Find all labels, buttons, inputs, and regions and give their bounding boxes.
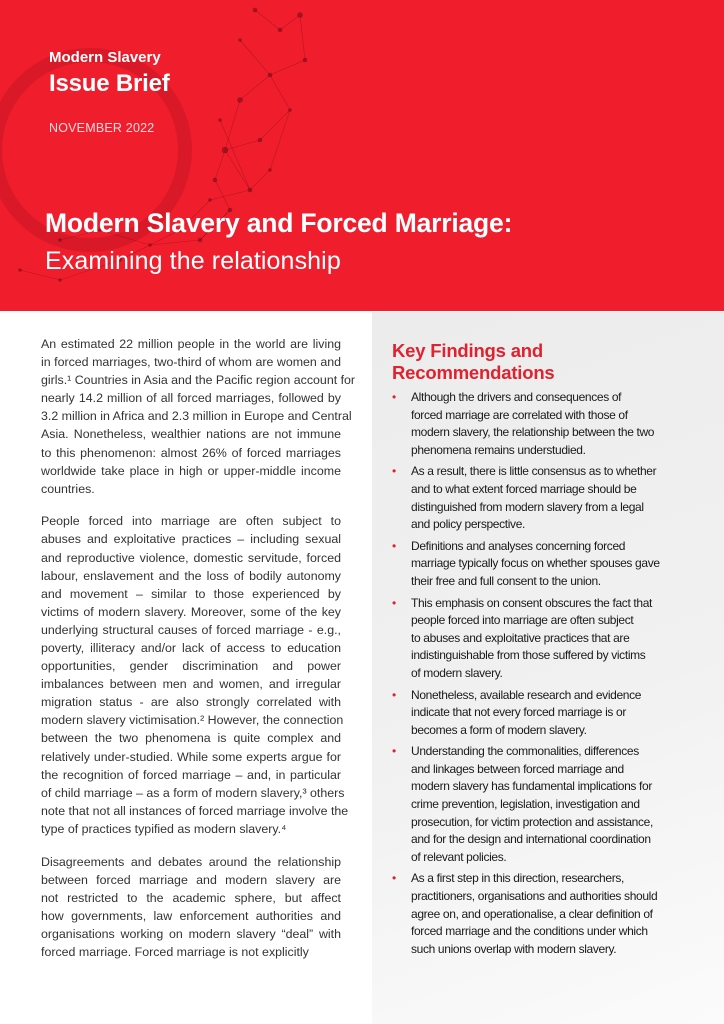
key-finding-line: practitioners, organisations and authorities should <box>411 889 658 904</box>
paragraph-line: worldwide take place in high or upper-middle income <box>41 463 341 478</box>
key-finding-line: agree on, and operationalise, a clear definition of <box>411 906 653 921</box>
paragraph-line: nearly 14.2 million of all forced marriages, followed by <box>41 391 341 406</box>
paragraph-line: type of practices typified as modern slavery.⁴ <box>41 821 287 836</box>
key-finding-line: indicate that not every forced marriage is or <box>411 705 627 720</box>
key-findings-list <box>392 389 692 962</box>
key-findings-heading <box>392 340 555 384</box>
key-finding-item <box>392 687 692 740</box>
publication-date: NOVEMBER 2022 <box>49 121 155 135</box>
bullet-icon: • <box>392 464 396 479</box>
key-finding-line: forced marriage and the conditions under which <box>411 924 648 939</box>
paragraph-line: not restricted to the academic sphere, but affect <box>41 890 341 905</box>
key-finding-line: to abuses and exploitative practices that are <box>411 630 630 645</box>
bullet-icon: • <box>392 390 396 404</box>
paragraph-line: organisations working on modern slavery “deal” with <box>41 926 341 941</box>
key-finding-item <box>392 870 692 958</box>
key-finding-line: and for the design and international coordination <box>411 832 651 847</box>
bullet-icon: • <box>392 871 396 886</box>
key-finding-line: Nonetheless, available research and evidence <box>411 687 642 702</box>
paragraph-line: to this phenomenon: almost 26% of forced marriages <box>41 445 341 460</box>
key-finding-line: people forced into marriage are often subject <box>411 613 634 628</box>
paragraph-line: abuses and exploitative practices – including sexual <box>41 532 341 547</box>
key-finding-line: phenomena remains understudied. <box>411 442 586 457</box>
key-finding-line: This emphasis on consent obscures the fact that <box>411 595 653 610</box>
paragraph-line: People forced into marriage are often subject to <box>41 514 341 529</box>
heading-line: Key Findings and <box>392 340 543 361</box>
key-finding-line: As a result, there is little consensus as to whether <box>411 464 657 479</box>
paragraph-line: and movement – similar to those experienced by <box>41 586 341 601</box>
paragraph-line: Asia. Nonetheless, wealthier nations are not immune <box>41 427 341 442</box>
key-finding-line: As a first step in this direction, researchers, <box>411 871 624 886</box>
key-finding-line: becomes a form of modern slavery. <box>411 722 587 737</box>
paragraph-line: in forced marriages, two-third of whom are women and <box>41 355 341 370</box>
bullet-icon: • <box>392 538 396 553</box>
key-finding-line: their free and full consent to the union. <box>411 573 601 588</box>
paragraph-line: relatively under-studied. While some experts argue for <box>41 749 341 764</box>
bullet-icon: • <box>392 744 396 759</box>
key-finding-line: and linkages between forced marriage and <box>411 761 624 776</box>
paragraph-line: 3.2 million in Africa and 2.3 million in Europe and Central <box>41 409 352 424</box>
body-paragraph <box>41 335 356 498</box>
key-finding-line: Understanding the commonalities, differences <box>411 744 639 759</box>
paragraph-line: Disagreements and debates around the relationship <box>41 854 341 869</box>
key-finding-line: distinguished from modern slavery from a legal <box>411 499 644 514</box>
heading-line: Recommendations <box>392 362 555 383</box>
document-title: Modern Slavery and Forced Marriage: <box>45 208 513 238</box>
paragraph-line: forced marriage. Forced marriage is not explicitly <box>41 945 309 959</box>
paragraph-line: of child marriage – as a form of modern slavery,³ others <box>41 785 345 800</box>
paragraph-line: how governments, law enforcement authorities and <box>41 908 341 923</box>
key-finding-item <box>392 463 692 533</box>
key-finding-item <box>392 389 692 459</box>
bullet-icon: • <box>392 687 396 702</box>
paragraph-line: note that not all instances of forced marriage involve the <box>41 803 349 818</box>
key-finding-line: prosecution, for victim protection and assistance, <box>411 814 653 829</box>
body-paragraph <box>41 853 341 962</box>
series-label: Modern Slavery <box>49 49 161 66</box>
paragraph-line: underlying structural causes of forced marriage - e.g., <box>41 622 341 637</box>
paragraph-line: migration status - are also strongly correlated with <box>41 695 341 710</box>
key-finding-line: of relevant policies. <box>411 849 507 864</box>
body-text-column <box>41 335 356 976</box>
key-finding-item <box>392 595 692 683</box>
paragraph-line: An estimated 22 million people in the world are living <box>41 337 341 351</box>
paragraph-line: and reproductive violence, domestic servitude, forced <box>41 550 341 565</box>
cover-header <box>0 0 724 311</box>
key-finding-line: and to what extent forced marriage should be <box>411 481 637 496</box>
paragraph-line: imbalances between men and women, and irregular <box>41 677 341 692</box>
key-finding-line: marriage typically focus on whether spouses gave <box>411 556 660 571</box>
key-finding-line: modern slavery, the relationship between the two <box>411 425 655 440</box>
document-subtitle: Examining the relationship <box>45 247 341 275</box>
body-paragraph <box>41 512 349 838</box>
paragraph-line: labour, enslavement and the loss of bodily autonomy <box>41 568 341 583</box>
key-finding-line: modern slavery has fundamental implications for <box>411 779 653 794</box>
brief-label: Issue Brief <box>49 70 170 97</box>
key-finding-line: crime prevention, legislation, investigation and <box>411 797 640 812</box>
paragraph-line: victims of modern slavery. Moreover, some of the key <box>41 604 341 619</box>
paragraph-line: opportunities, gender discrimination and power <box>41 659 341 674</box>
paragraph-line: the recognition of forced marriage – and, in particular <box>41 767 341 782</box>
key-finding-line: indistinguishable from those suffered by victims <box>411 648 646 663</box>
paragraph-line: between the two phenomena is quite complex and <box>41 731 341 746</box>
paragraph-line: between forced marriage and modern slavery are <box>41 872 341 887</box>
paragraph-line: modern slavery victimisation.² However, the connection <box>41 713 344 728</box>
paragraph-line: poverty, illiteracy and/or lack of access to education <box>41 641 341 655</box>
key-finding-item <box>392 538 692 591</box>
key-finding-line: such unions overlap with modern slavery. <box>411 941 617 956</box>
key-finding-line: Definitions and analyses concerning forced <box>411 538 626 553</box>
paragraph-line: countries. <box>41 481 95 496</box>
key-finding-line: Although the drivers and consequences of <box>411 390 622 404</box>
paragraph-line: girls.¹ Countries in Asia and the Pacific region account for <box>41 373 356 388</box>
key-finding-item <box>392 743 692 866</box>
key-finding-line: forced marriage are correlated with those of <box>411 407 628 422</box>
key-finding-line: and policy perspective. <box>411 517 526 532</box>
bullet-icon: • <box>392 595 396 610</box>
key-finding-line: of modern slavery. <box>411 665 503 680</box>
